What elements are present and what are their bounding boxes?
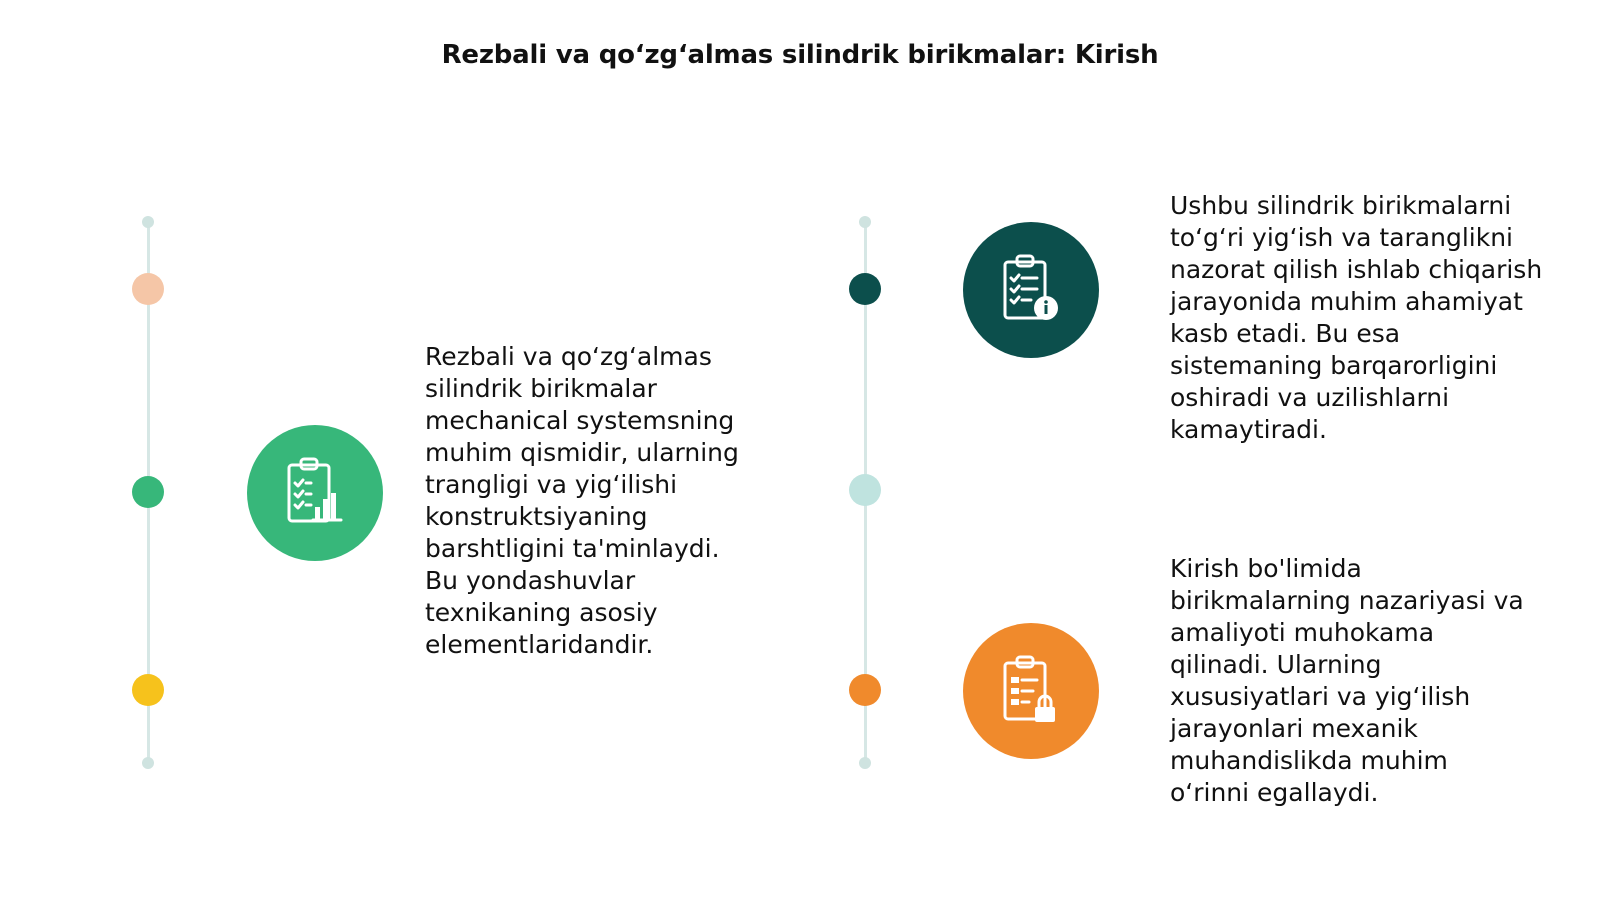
right-timeline-node-dot-2 bbox=[849, 474, 881, 506]
left-timeline-top-end-dot bbox=[142, 216, 154, 228]
item-1-text: Rezbali va qo‘zg‘almas silindrik birikmalar mechanical systemsning muhim qismidir, ularning trangligi va yig‘ilishi konstruktsiyaning barshtligini ta'minlaydi. Bu yondashuvlar texnikaning asosiy elementlaridandir. bbox=[425, 342, 739, 659]
right-timeline-node-dot-3 bbox=[849, 674, 881, 706]
clipboard-lock-icon bbox=[963, 623, 1099, 759]
left-timeline-node-dot-3 bbox=[132, 674, 164, 706]
right-timeline-node-dot-1 bbox=[849, 273, 881, 305]
page-title: Rezbali va qo‘zg‘almas silindrik birikmalar: Kirish bbox=[441, 40, 1159, 70]
right-timeline-bottom-end-dot bbox=[859, 757, 871, 769]
left-timeline-node-dot-2 bbox=[132, 476, 164, 508]
clipboard-info-icon bbox=[963, 222, 1099, 358]
left-timeline-bottom-end-dot bbox=[142, 757, 154, 769]
left-timeline-node-dot-1 bbox=[132, 273, 164, 305]
clipboard-chart-icon bbox=[247, 425, 383, 561]
right-timeline-top-end-dot bbox=[859, 216, 871, 228]
item-2-text: Ushbu silindrik birikmalarni to‘g‘ri yig‘ish va taranglikni nazorat qilish ishlab chiqarish jarayonida muhim ahamiyat kasb etadi. Bu esa sistemaning barqarorligini oshiradi va uzilishlarni kamaytiradi. bbox=[1170, 191, 1543, 444]
item-3-text: Kirish bo'limida birikmalarning nazariyasi va amaliyoti muhokama qilinadi. Ularning xususiyatlari va yig‘ilish jarayonlari mexanik muhandislikda muhim o‘rinni egallaydi. bbox=[1170, 554, 1524, 807]
